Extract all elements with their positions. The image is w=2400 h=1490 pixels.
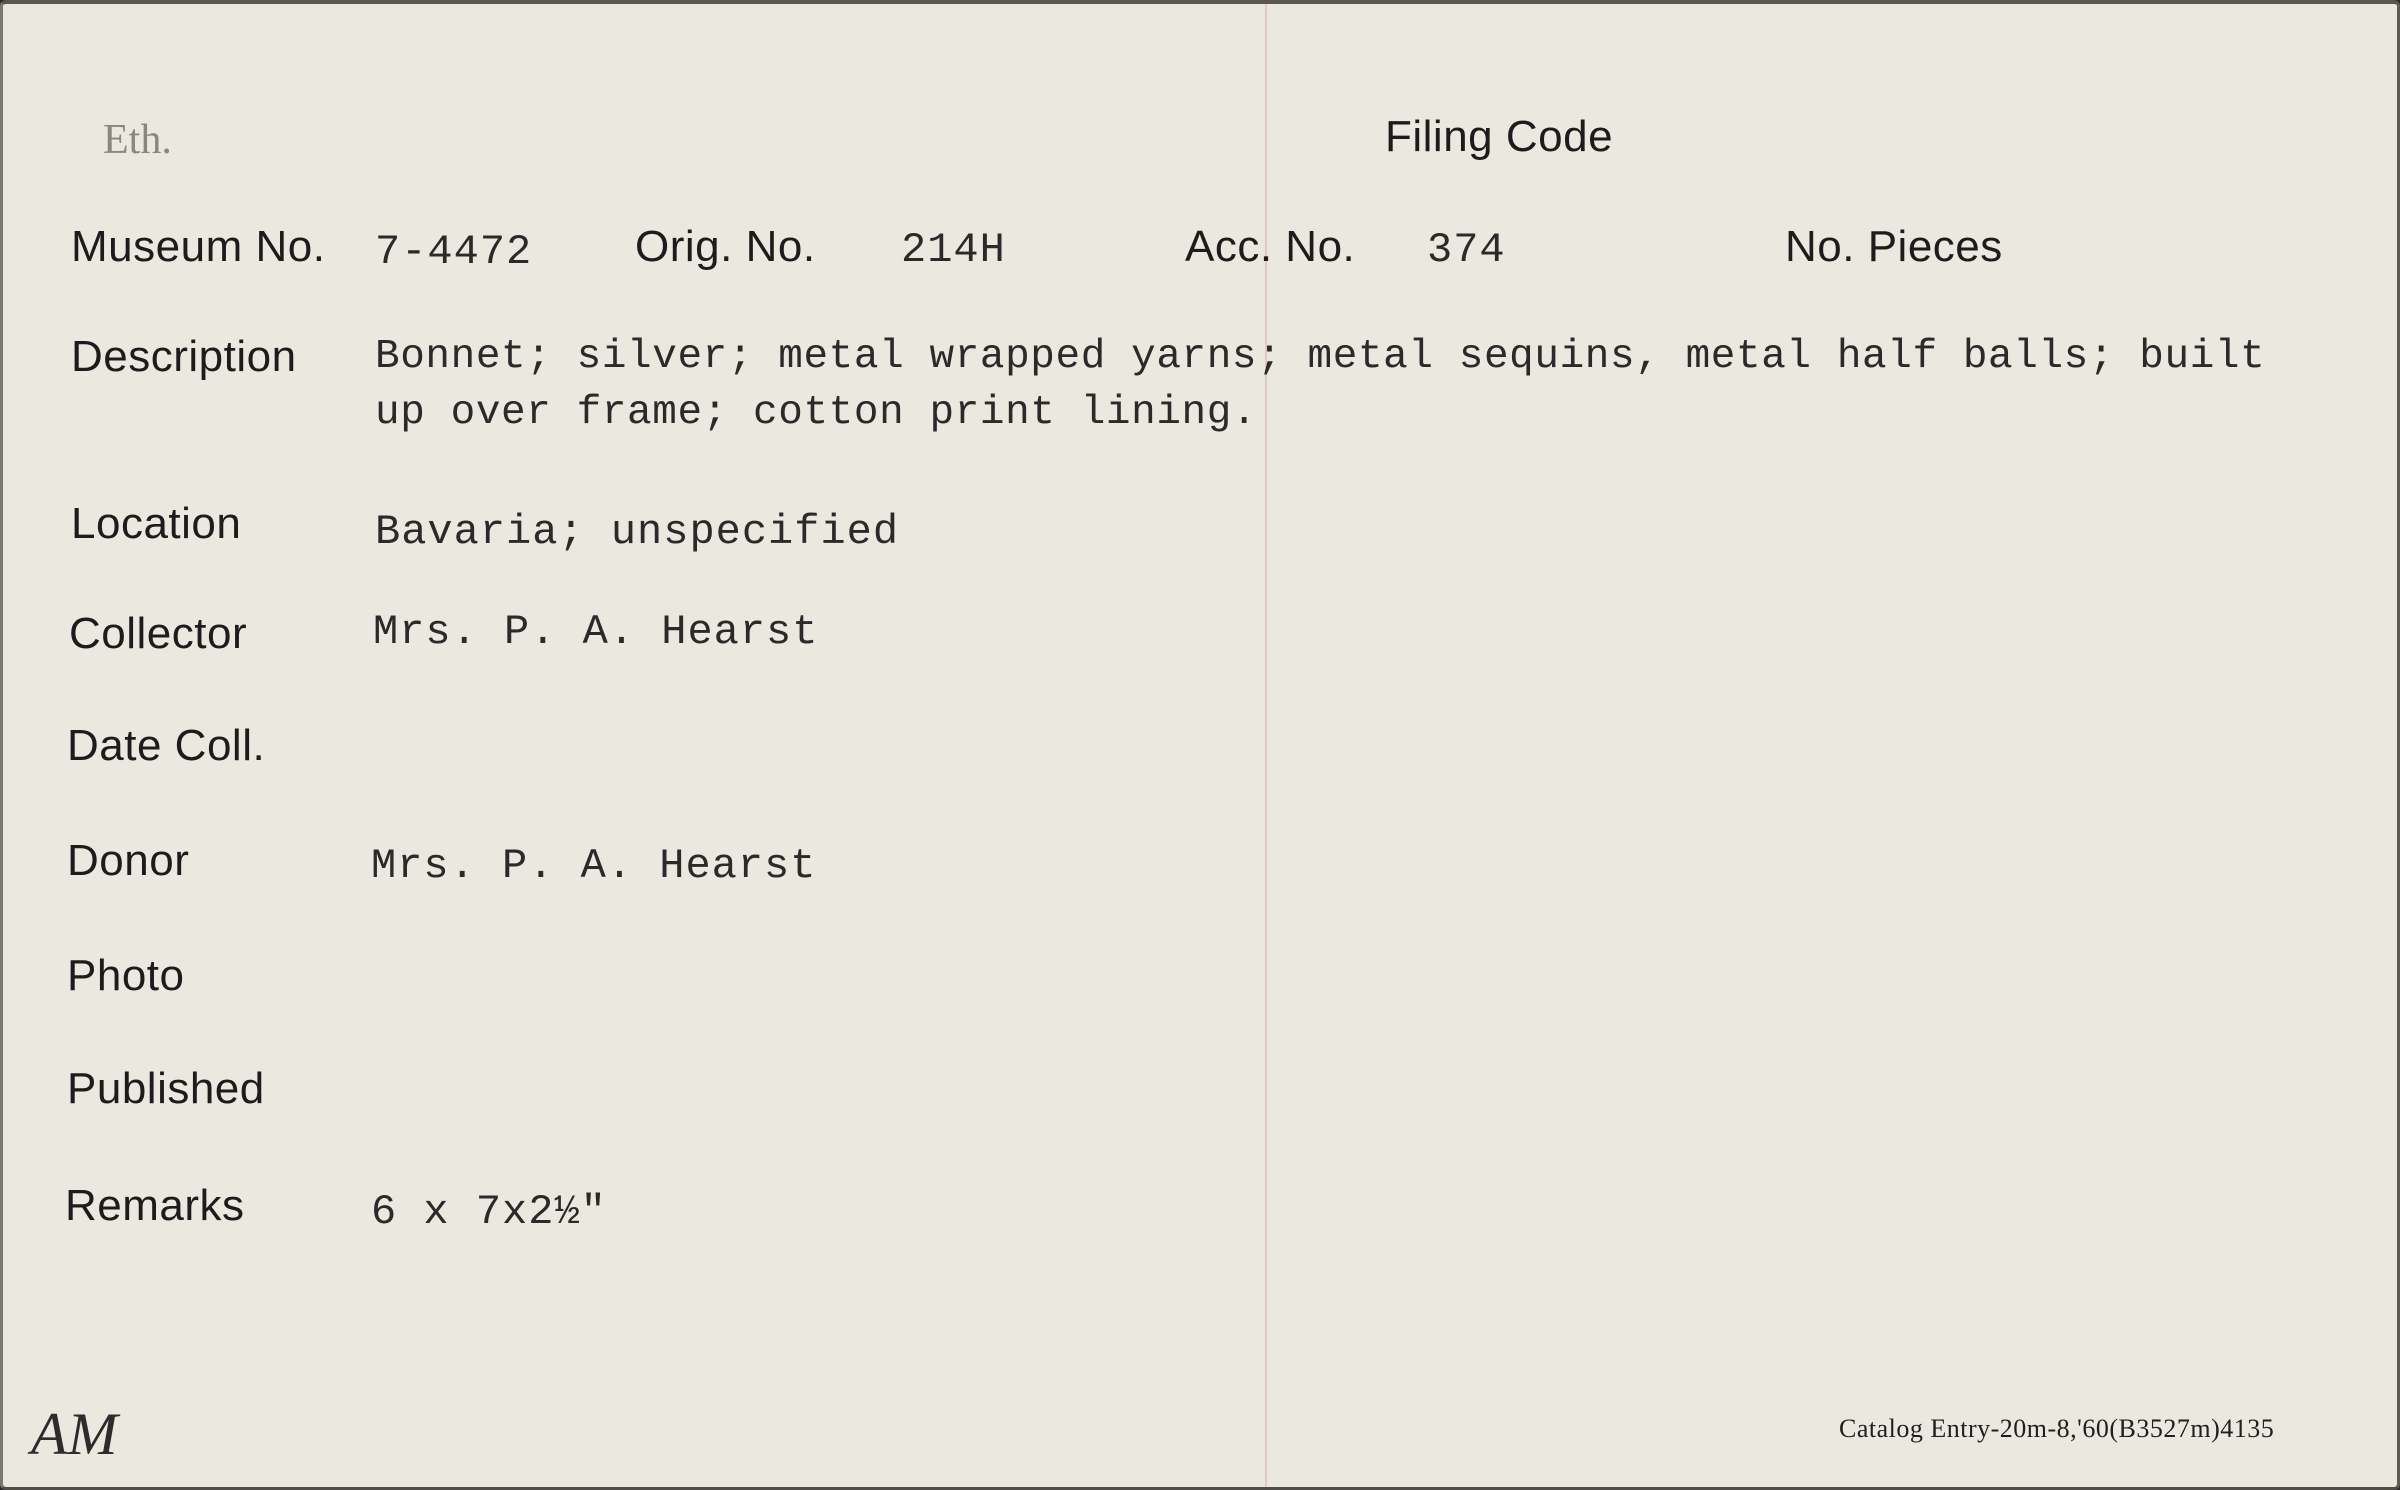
remarks-value: 6 x 7x2½" [371, 1188, 607, 1236]
handwritten-initials: AM [31, 1401, 118, 1467]
filing-code-label: Filing Code [1385, 112, 1614, 161]
location-label: Location [71, 499, 242, 548]
remarks-label: Remarks [65, 1181, 245, 1230]
donor-label: Donor [67, 836, 190, 885]
description-line-1: Bonnet; silver; metal wrapped yarns; metal sequins, metal half balls; built [375, 334, 2266, 380]
orig-no-value: 214H [901, 226, 1006, 274]
museum-no-value: 7-4472 [375, 228, 533, 276]
date-coll-label: Date Coll. [67, 721, 266, 770]
no-pieces-label: No. Pieces [1785, 222, 2003, 271]
description-label: Description [71, 332, 297, 381]
collector-value: Mrs. P. A. Hearst [373, 608, 819, 656]
catalog-footer: Catalog Entry-20m-8,'60(B3527m)4135 [1839, 1414, 2275, 1443]
location-value: Bavaria; unspecified [375, 508, 900, 556]
collector-label: Collector [69, 609, 248, 658]
published-label: Published [67, 1064, 265, 1113]
museum-no-label: Museum No. [71, 222, 326, 271]
department-stamp: Eth. [103, 117, 172, 163]
photo-label: Photo [67, 951, 185, 1000]
description-line-2: up over frame; cotton print lining. [375, 390, 1258, 436]
orig-no-label: Orig. No. [635, 222, 816, 271]
acc-no-value: 374 [1427, 226, 1506, 274]
acc-no-label: Acc. No. [1185, 222, 1356, 271]
donor-value: Mrs. P. A. Hearst [371, 842, 817, 890]
